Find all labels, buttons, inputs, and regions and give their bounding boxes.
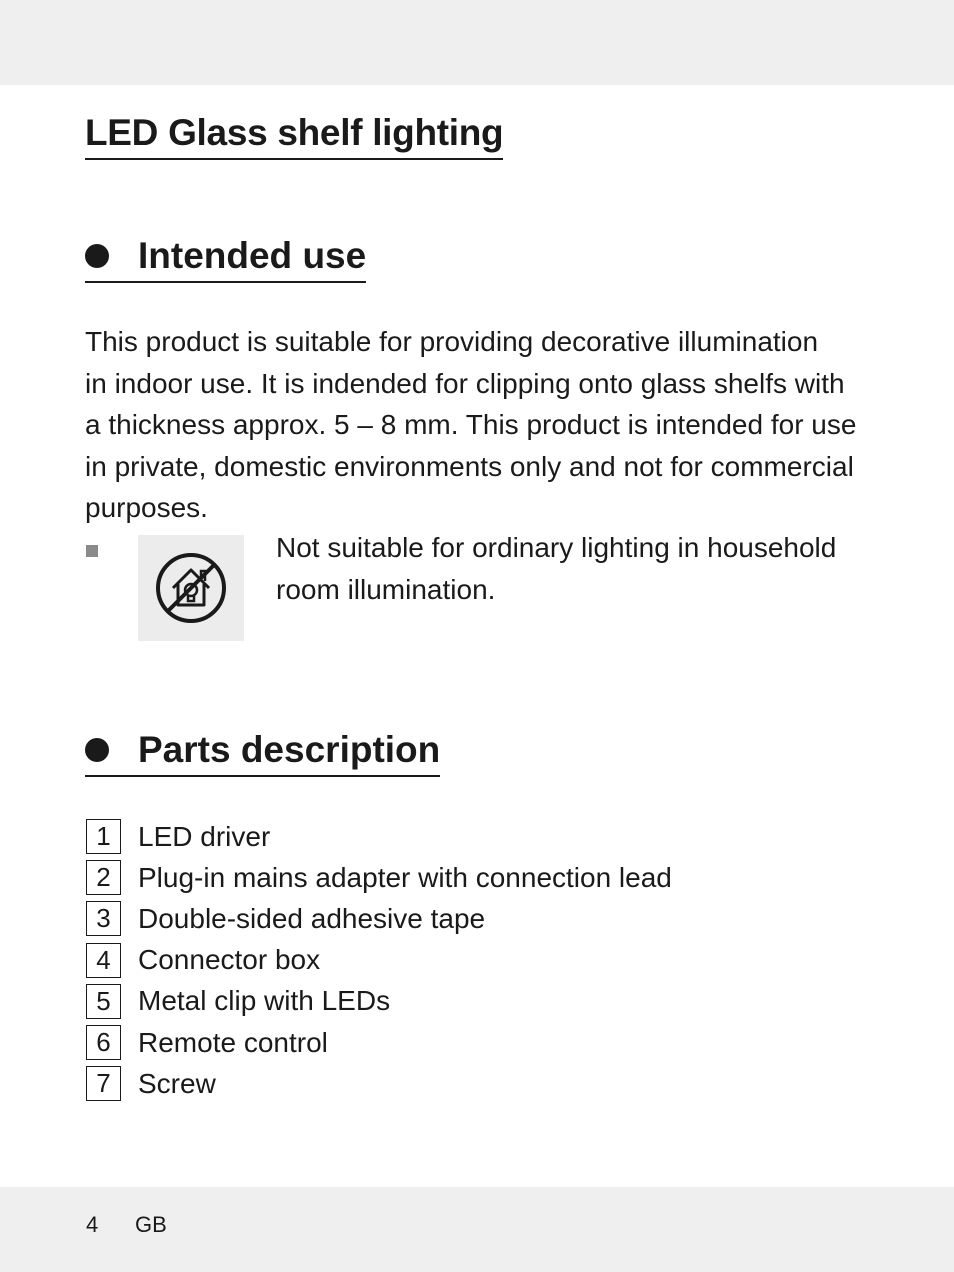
language-code: GB <box>135 1212 167 1237</box>
list-bullet-icon <box>86 545 98 557</box>
part-number: 1 <box>86 819 121 854</box>
section-bullet-icon <box>85 244 109 268</box>
part-label: Double-sided adhesive tape <box>138 902 486 934</box>
part-label: Plug-in mains adapter with connection lead <box>138 861 672 893</box>
list-item <box>86 816 672 857</box>
list-item <box>86 940 672 981</box>
part-number: 5 <box>86 984 121 1019</box>
part-number: 3 <box>86 901 121 936</box>
warning-text: Not suitable for ordinary lighting in household room illumination. <box>276 532 837 605</box>
part-number: 2 <box>86 860 121 895</box>
intended-use-heading <box>85 235 366 283</box>
part-label: Screw <box>138 1067 216 1099</box>
list-item <box>86 898 672 939</box>
part-label: Metal clip with LEDs <box>138 985 391 1017</box>
header-band <box>0 0 954 85</box>
parts-description-heading-text: Parts description <box>138 729 441 770</box>
intended-use-heading-text: Intended use <box>138 235 367 276</box>
part-label: LED driver <box>138 820 271 852</box>
part-number: 7 <box>86 1066 121 1101</box>
part-label: Remote control <box>138 1026 328 1058</box>
part-label: Connector box <box>138 944 321 976</box>
list-item <box>86 1063 672 1104</box>
list-item <box>86 857 672 898</box>
intended-use-paragraph: This product is suitable for providing decorative illumination in indoor use. It is indended for clipping onto glass shelfs with a thickness approx. 5 – 8 mm. This product is intended for use in private, domestic environments only and not for commercial purposes. <box>85 326 857 523</box>
part-number: 6 <box>86 1025 121 1060</box>
document-title: LED Glass shelf lighting <box>85 112 503 160</box>
parts-description-heading <box>85 729 440 777</box>
section-bullet-icon <box>85 738 109 762</box>
list-item <box>86 981 672 1022</box>
parts-list <box>86 816 672 1104</box>
page-number: 4 <box>86 1212 99 1237</box>
part-number: 4 <box>86 943 121 978</box>
list-item <box>86 1022 672 1063</box>
no-household-lighting-icon <box>138 535 244 641</box>
